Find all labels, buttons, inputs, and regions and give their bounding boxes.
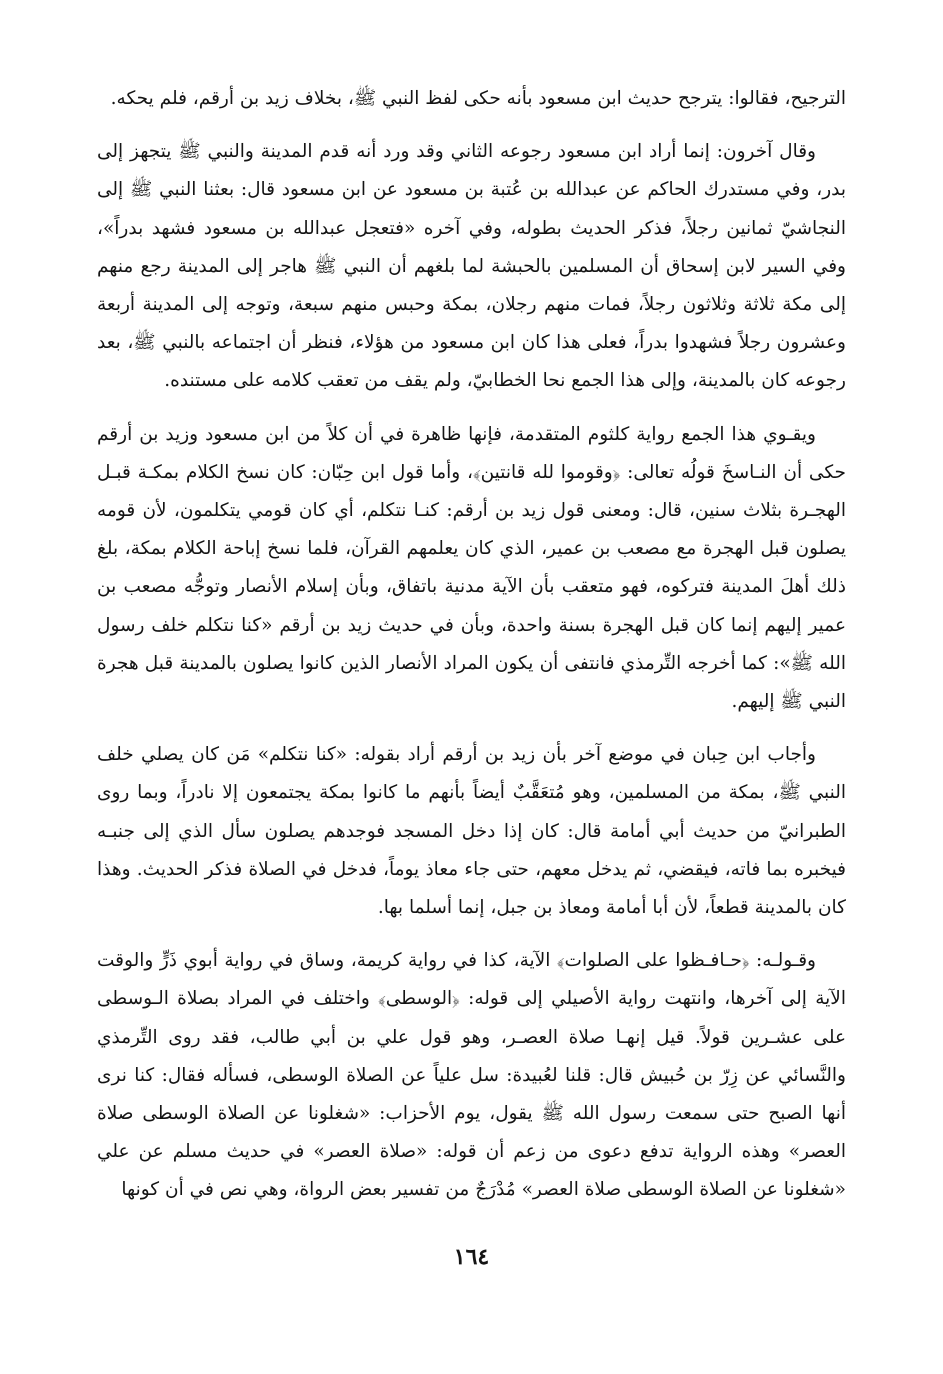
paragraph-4: وأجاب ابن حِبان في موضع آخر بأن زيد بن أرقم أراد بقوله: «كنا نتكلم» مَن كان يصلي خلف النبي ﷺ، بمكة من المسلمين، وهو مُتعَقَّبٌ أيضاً بأنهم ما كانوا بمكة يجتمعون إلا نادراً، وبما روى الطبرانيّ من حديث أبي أمامة قال: كان إذا دخل المسجد فوجدهم يصلون سأل الذي إلى جنبـه فيخبره بما فاته، فيقضي، ثم يدخل معهم، حتى جاء معاذ يوماً، فدخل في الصلاة فذكر الحديث. وهذا كان بالمدينة قطعاً، لأن أبا أمامة ومعاذ بن جبل، إنما أسلما بها. [97,744,846,919]
page-number: ١٦٤ [453,1244,490,1270]
paragraph-2: وقال آخرون: إنما أراد ابن مسعود رجوعه الثاني وقد ورد أنه قدم المدينة والنبي ﷺ يتجهز إلى بدر، وفي مستدرك الحاكم عن عبدالله بن عُتبة بن مسعود عن ابن مسعود قال: بعثنا النبي ﷺ إلى النجاشيّ ثمانين رجلاً، فذكر الحديث بطوله، وفي آخره «فتعجل عبدالله بن مسعود فشهد بدراً»، وفي السير لابن إسحاق أن المسلمين بالحبشة لما بلغهم أن النبي ﷺ هاجر إلى المدينة رجع منهم إلى مكة ثلاثة وثلاثون رجلاً، فمات منهم رجلان، بمكة وحبس منهم سبعة، وتوجه إلى المدينة أربعة وعشرون رجلاً فشهدوا بدراً، فعلى هذا كان ابن مسعود من هؤلاء، فنظر أن اجتماعه بالنبي ﷺ، بعد رجوعه كان بالمدينة، وإلى هذا الجمع نحا الخطابيّ، ولم يقف من تعقب كلامه على مستنده. [97,141,846,392]
paragraph-3: ويقـوي هذا الجمع رواية كلثوم المتقدمة، فإنها ظاهرة في أن كلاً من ابن مسعود وزيد بن أرقم حكى أن النـاسخَ قولُه تعالى: ﴿وقوموا لله قانتين﴾، وأما قول ابن حِبّان: كان نسخ الكلام بمكـة قبـل الهجـرة بثلاث سنين، قال: ومعنى قول زيد بن أرقم: كنـا نتكلم، أي كان قومي يتكلمون، لأن قومه يصلون قبل الهجرة مع مصعب بن عمير، الذي كان يعلمهم القرآن، فلما نسخ إباحة الكلام بمكة، بلغ ذلك أهلَ المدينة فتركوه، فهو متعقب بأن الآية مدنية باتفاق، وبأن إسلام الأنصار وتوجُّه مصعب بن عمير إليهم إنما كان قبل الهجرة بسنة واحدة، وبأن في حديث زيد بن أرقم «كنا نتكلم خلف رسول الله ﷺ»: كما أخرجه التِّرمذي فانتفى أن يكون المراد الأنصار الذين كانوا يصلون بالمدينة قبل هجرة النبي ﷺ إليهم. [97,423,846,713]
body-text [97,80,846,1210]
paragraph-1: الترجيح، فقالوا: يترجح حديث ابن مسعود بأنه حكى لفظ النبي ﷺ، بخلاف زيد بن أرقم، فلم يحكه. [110,88,846,109]
paragraph-5: وقـولـه: ﴿حـافـظوا على الصلوات﴾ الآية، كذا في رواية كريمة، وساق في رواية أبوي ذَرٍّ والوقت الآية إلى آخرها، وانتهت رواية الأصيلي إلى قوله: ﴿الوسطى﴾ واختلف في المراد بصلاة الـوسطى على عشـرين قولاً. قيل إنهـا صلاة العصـر، وهو قول علي بن أبي طالب، فقد روى التِّرمذي والنَّسائي عن زِرّ بن حُبيش قال: قلنا لعُبيدة: سل علياً عن الصلاة الوسطى، فسأله فقال: كنا نرى أنها الصبح حتى سمعت رسول الله ﷺ يقول، يوم الأحزاب: «شغلونا عن الصلاة الوسطى صلاة العصر» وهذه الرواية تدفع دعوى من زعم أن قوله: «صلاة العصر» في حديث مسلم عن علي «شغلونا عن الصلاة الوسطى صلاة العصر» مُدْرَجٌ من تفسير بعض الرواة، وهي نص في أن كونها [97,950,846,1201]
